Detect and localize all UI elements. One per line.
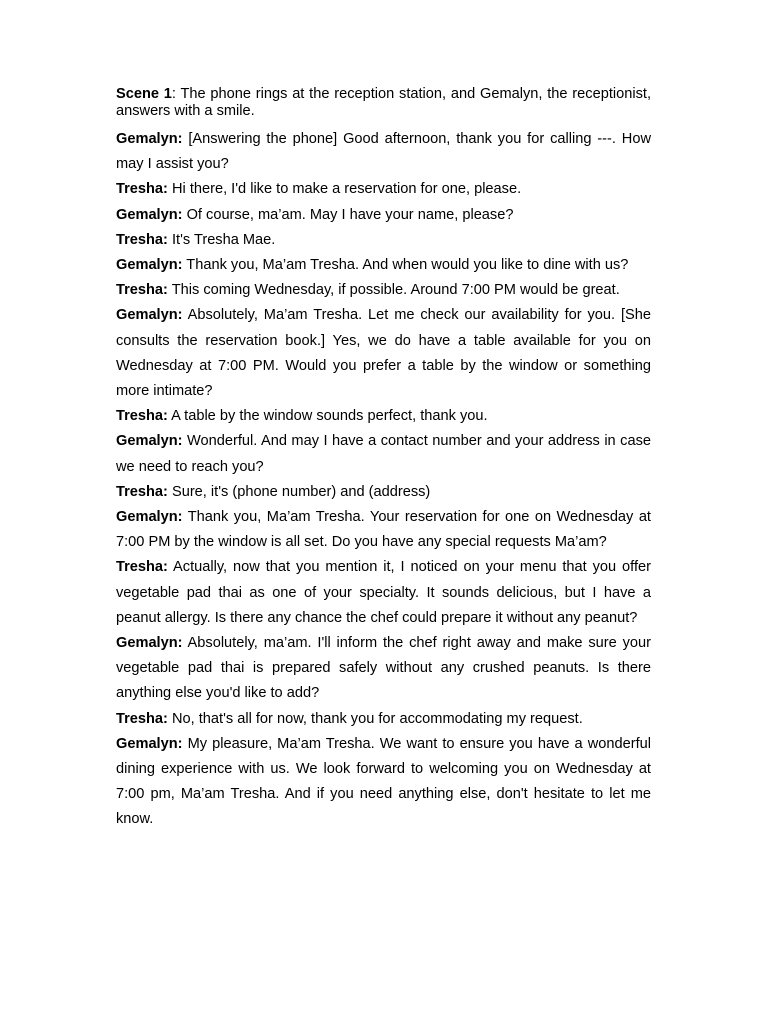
line-text: No, that's all for now, thank you for accommodating my request. [167, 710, 583, 727]
dialogue-line [116, 253, 651, 278]
scene-description: : The phone rings at the reception station, and Gemalyn, the receptionist, answers with a smile. [116, 86, 651, 119]
speaker-name: Tresha: [116, 181, 168, 198]
speaker-name: Gemalyn: [116, 509, 183, 526]
dialogue-line [116, 278, 651, 303]
dialogue-line [116, 707, 651, 732]
line-text: Thank you, Ma’am Tresha. Your reservation for one on Wednesday at 7:00 PM by the window is all set. Do you have any special requests Ma’am? [116, 509, 651, 551]
line-text: Actually, now that you mention it, I noticed on your menu that you offer vegetable pad thai as one of your specialty. It sounds delicious, but I have a peanut allergy. Is there any chance the chef could prepare it without any peanut? [116, 559, 651, 626]
dialogue-line [116, 505, 651, 555]
line-text: Wonderful. And may I have a contact number and your address in case we need to reach you? [116, 433, 651, 475]
line-text: Hi there, I'd like to make a reservation for one, please. [167, 181, 522, 198]
line-text: This coming Wednesday, if possible. Around 7:00 PM would be great. [167, 282, 620, 299]
dialogue-line [116, 732, 651, 833]
speaker-name: Gemalyn: [116, 433, 183, 450]
line-text: Of course, ma’am. May I have your name, please? [182, 206, 514, 223]
speaker-name: Tresha: [116, 559, 168, 576]
speaker-name: Gemalyn: [116, 735, 183, 752]
speaker-name: Gemalyn: [116, 257, 183, 274]
line-text: It's Tresha Mae. [167, 231, 276, 248]
speaker-name: Gemalyn: [116, 206, 183, 223]
dialogue-line [116, 429, 651, 479]
line-text: Thank you, Ma’am Tresha. And when would you like to dine with us? [182, 257, 629, 274]
speaker-name: Tresha: [116, 710, 168, 727]
speaker-name: Tresha: [116, 282, 168, 299]
dialogue-line [116, 631, 651, 707]
dialogue [116, 127, 651, 833]
dialogue-line [116, 303, 651, 404]
scene-intro [116, 86, 651, 120]
dialogue-line [116, 404, 651, 429]
dialogue-line [116, 127, 651, 177]
speaker-name: Gemalyn: [116, 131, 183, 147]
line-text: My pleasure, Ma’am Tresha. We want to ensure you have a wonderful dining experience with us. We look forward to welcoming you on Wednesday at 7:00 pm, Ma’am Tresha. And if you need anything else, don't hesitate to let me know. [116, 735, 651, 828]
speaker-name: Gemalyn: [116, 307, 183, 324]
line-text: Absolutely, ma’am. I'll inform the chef right away and make sure your vegetable pad thai is prepared safely without any crushed peanuts. Is there anything else you'd like to add? [116, 635, 651, 702]
scene-label: Scene 1 [116, 86, 172, 102]
dialogue-line [116, 203, 651, 228]
line-text: Sure, it's (phone number) and (address) [167, 483, 431, 500]
line-text: A table by the window sounds perfect, thank you. [167, 408, 488, 425]
line-text: [Answering the phone] Good afternoon, thank you for calling ---. How may I assist you? [116, 131, 651, 173]
dialogue-line [116, 480, 651, 505]
dialogue-line [116, 177, 651, 202]
speaker-name: Gemalyn: [116, 635, 183, 652]
speaker-name: Tresha: [116, 231, 168, 248]
dialogue-line [116, 228, 651, 253]
dialogue-line [116, 555, 651, 631]
document-page [116, 86, 651, 833]
speaker-name: Tresha: [116, 408, 168, 425]
line-text: Absolutely, Ma’am Tresha. Let me check our availability for you. [She consults the reservation book.] Yes, we do have a table available for you on Wednesday at 7:00 PM. Would you prefer a table by the window or something more intimate? [116, 307, 651, 400]
speaker-name: Tresha: [116, 483, 168, 500]
